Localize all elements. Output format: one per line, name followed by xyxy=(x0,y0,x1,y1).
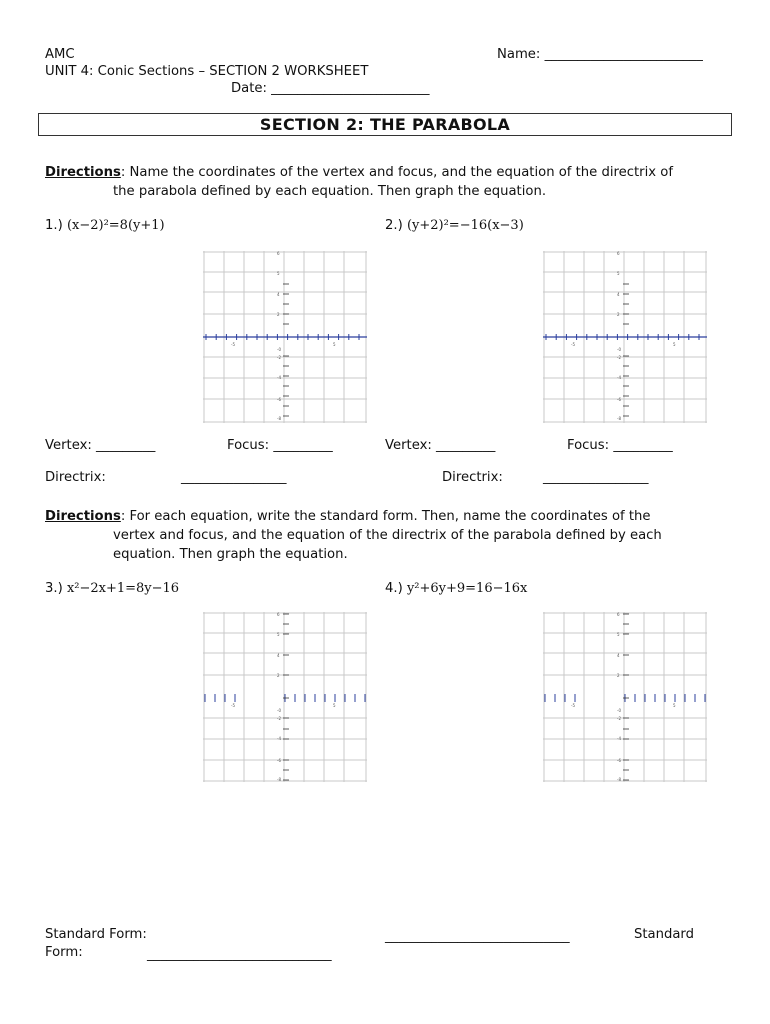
directrix-label-2: Directrix: xyxy=(442,470,503,485)
graph-grid-2[interactable] xyxy=(543,251,707,423)
problem-equation: (x−2)²=8(y+1) xyxy=(66,218,165,233)
unit-title: UNIT 4: Conic Sections – SECTION 2 WORKSHEET xyxy=(45,64,369,79)
name-label: Name: xyxy=(497,47,541,62)
x-axis-label: 5 xyxy=(673,703,676,708)
directions-1-line1: : Name the coordinates of the vertex and focus, and the equation of the directrix of xyxy=(120,165,673,180)
focus-label: Focus: xyxy=(567,438,610,453)
x-axis-label: 5 xyxy=(333,342,336,347)
directions-1-line2: the parabola defined by each equation. Then graph the equation. xyxy=(113,184,547,199)
origin-label: -0 xyxy=(617,347,621,352)
y-axis-label: 2 xyxy=(617,673,620,678)
directions-2 xyxy=(45,507,735,564)
y-axis-label: 5 xyxy=(617,632,620,637)
y-axis-label: -6 xyxy=(277,758,281,763)
x-axis-label: 5 xyxy=(333,703,336,708)
y-axis-label: -8 xyxy=(617,777,621,782)
y-axis-label: 5 xyxy=(277,271,280,276)
y-axis-label: 6 xyxy=(617,612,620,617)
problem-equation: (y+2)²=−16(x−3) xyxy=(406,218,524,233)
vertex-blank[interactable]: _________ xyxy=(436,438,496,453)
directrix-blank-1[interactable]: ________________ xyxy=(181,470,287,485)
y-axis-label: 4 xyxy=(617,653,620,658)
y-axis-label: -6 xyxy=(617,758,621,763)
focus-blank[interactable]: _________ xyxy=(613,438,673,453)
x-axis-label: 5 xyxy=(673,342,676,347)
form-label: Form: xyxy=(45,945,83,960)
vertex-answer-1 xyxy=(45,438,155,453)
vertex-answer-2 xyxy=(385,438,495,453)
x-axis-label: -5 xyxy=(231,703,235,708)
focus-label: Focus: xyxy=(227,438,270,453)
vertex-blank[interactable]: _________ xyxy=(96,438,156,453)
origin-label: -0 xyxy=(277,708,281,713)
y-axis-label: -4 xyxy=(277,375,281,380)
y-axis-label: -8 xyxy=(277,777,281,782)
name-field xyxy=(497,47,703,62)
directions-label: Directions xyxy=(45,165,121,180)
y-axis-label: -2 xyxy=(277,716,281,721)
problem-2 xyxy=(385,218,524,233)
x-axis-label: -5 xyxy=(571,342,575,347)
standard-form-blank-2[interactable]: ____________________________ xyxy=(385,929,570,944)
vertex-label: Vertex: xyxy=(45,438,92,453)
section-title: SECTION 2: THE PARABOLA xyxy=(38,113,732,136)
course-label: AMC xyxy=(45,47,75,62)
y-axis-label: 2 xyxy=(277,312,280,317)
directions-2-line1: : For each equation, write the standard form. Then, name the coordinates of the xyxy=(120,509,651,524)
y-axis-label: 2 xyxy=(277,673,280,678)
y-axis-label: 5 xyxy=(277,632,280,637)
origin-label: -0 xyxy=(277,347,281,352)
y-axis-label: -2 xyxy=(617,716,621,721)
focus-answer-1 xyxy=(227,438,333,453)
date-blank[interactable]: ________________________ xyxy=(271,81,430,96)
directions-1 xyxy=(45,163,735,201)
problem-equation: x²−2x+1=8y−16 xyxy=(66,581,180,596)
name-blank[interactable]: ________________________ xyxy=(544,47,703,62)
directions-label: Directions xyxy=(45,509,121,524)
problem-equation: y²+6y+9=16−16x xyxy=(406,581,528,596)
y-axis-label: 4 xyxy=(277,292,280,297)
y-axis-label: 4 xyxy=(617,292,620,297)
y-axis-label: 6 xyxy=(277,251,280,256)
date-label: Date: xyxy=(231,81,267,96)
y-axis-label: -4 xyxy=(617,736,621,741)
vertex-label: Vertex: xyxy=(385,438,432,453)
standard-form-label: Standard Form: xyxy=(45,927,147,942)
problem-number: 2.) xyxy=(385,218,403,233)
graph-grid-1[interactable] xyxy=(203,251,367,423)
date-field xyxy=(231,81,429,96)
directrix-blank-2[interactable]: ________________ xyxy=(543,470,649,485)
y-axis-label: -8 xyxy=(617,416,621,421)
problem-1 xyxy=(45,218,165,233)
problem-number: 1.) xyxy=(45,218,63,233)
problem-number: 3.) xyxy=(45,581,63,596)
problem-number: 4.) xyxy=(385,581,403,596)
y-axis-label: 2 xyxy=(617,312,620,317)
problem-4 xyxy=(385,581,527,596)
y-axis-label: -4 xyxy=(617,375,621,380)
y-axis-label: -2 xyxy=(617,355,621,360)
y-axis-label: 4 xyxy=(277,653,280,658)
y-axis-label: -6 xyxy=(277,397,281,402)
focus-answer-2 xyxy=(567,438,673,453)
focus-blank[interactable]: _________ xyxy=(273,438,333,453)
standard-form-blank-1[interactable]: ____________________________ xyxy=(147,947,332,962)
y-axis-label: -6 xyxy=(617,397,621,402)
y-axis-label: -2 xyxy=(277,355,281,360)
x-axis-label: -5 xyxy=(231,342,235,347)
directrix-label-1: Directrix: xyxy=(45,470,106,485)
y-axis-label: -8 xyxy=(277,416,281,421)
directions-2-line3: equation. Then graph the equation. xyxy=(113,547,348,562)
graph-grid-4[interactable] xyxy=(543,612,707,782)
origin-label: -0 xyxy=(617,708,621,713)
directions-2-line2: vertex and focus, and the equation of the directrix of the parabola defined by each xyxy=(113,528,662,543)
problem-3 xyxy=(45,581,179,596)
y-axis-label: 6 xyxy=(617,251,620,256)
standard-label-2: Standard xyxy=(634,927,694,942)
graph-grid-3[interactable] xyxy=(203,612,367,782)
x-axis-label: -5 xyxy=(571,703,575,708)
y-axis-label: 5 xyxy=(617,271,620,276)
y-axis-label: -4 xyxy=(277,736,281,741)
y-axis-label: 6 xyxy=(277,612,280,617)
